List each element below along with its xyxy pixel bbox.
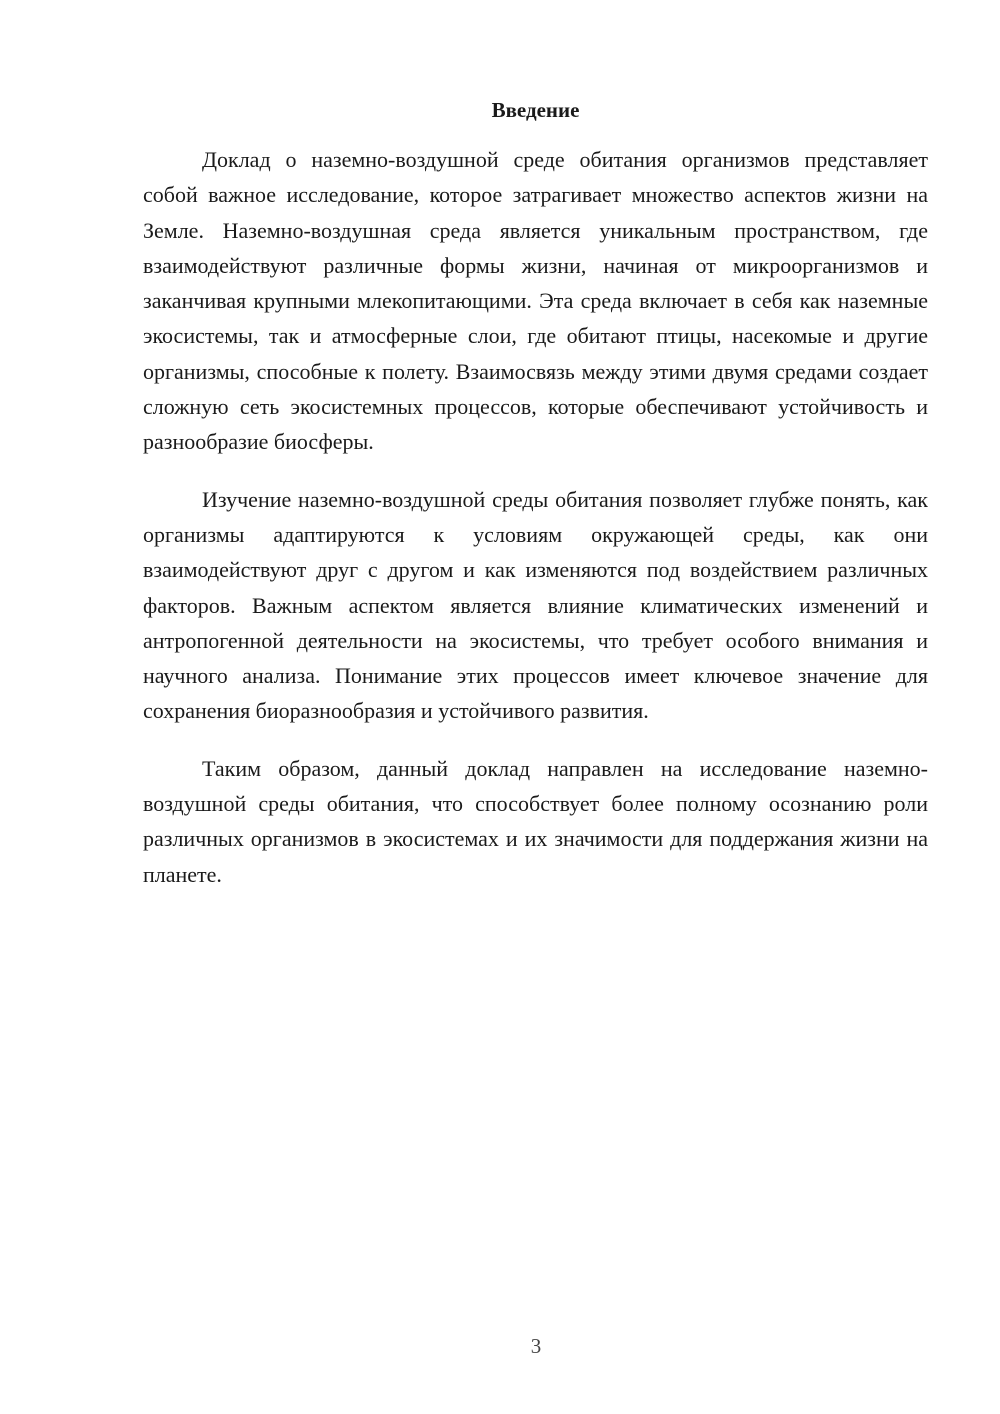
- paragraph-study: Изучение наземно-воздушной среды обитания позволяет глубже понять, как организмы адаптируются к условиям окружающей среды, как они взаимодействуют друг с другом и как изменяются под воздействием различных факторов. Важным аспектом является влияние климатических изменений и антропогенной деятельности на экосистемы, что требует особого внимания и научного анализа. Понимание этих процессов имеет ключевое значение для сохранения биоразнообразия и устойчивого развития.: [143, 486, 928, 724]
- page-number: 3: [530, 1334, 542, 1358]
- page-content: [143, 95, 928, 914]
- paragraph-conclusion: Таким образом, данный доклад направлен на исследование наземно-воздушной среды обитания, что способствует более полному осознанию роли различных организмов в экосистемах и их значимости для поддержания жизни на планете.: [143, 755, 928, 887]
- section-heading: Введение: [491, 98, 580, 122]
- paragraph-intro: Доклад о наземно-воздушной среде обитания организмов представляет собой важное исследование, которое затрагивает множество аспектов жизни на Земле. Наземно-воздушная среда является уникальным пространством, где взаимодействуют различные формы жизни, начиная от микроорганизмов и заканчивая крупными млекопитающими. Эта среда включает в себя как наземные экосистемы, так и атмосферные слои, где обитают птицы, насекомые и другие организмы, способные к полету. Взаимосвязь между этими двумя средами создает сложную сеть экосистемных процессов, которые обеспечивают устойчивость и разнообразие биосферы.: [143, 147, 928, 455]
